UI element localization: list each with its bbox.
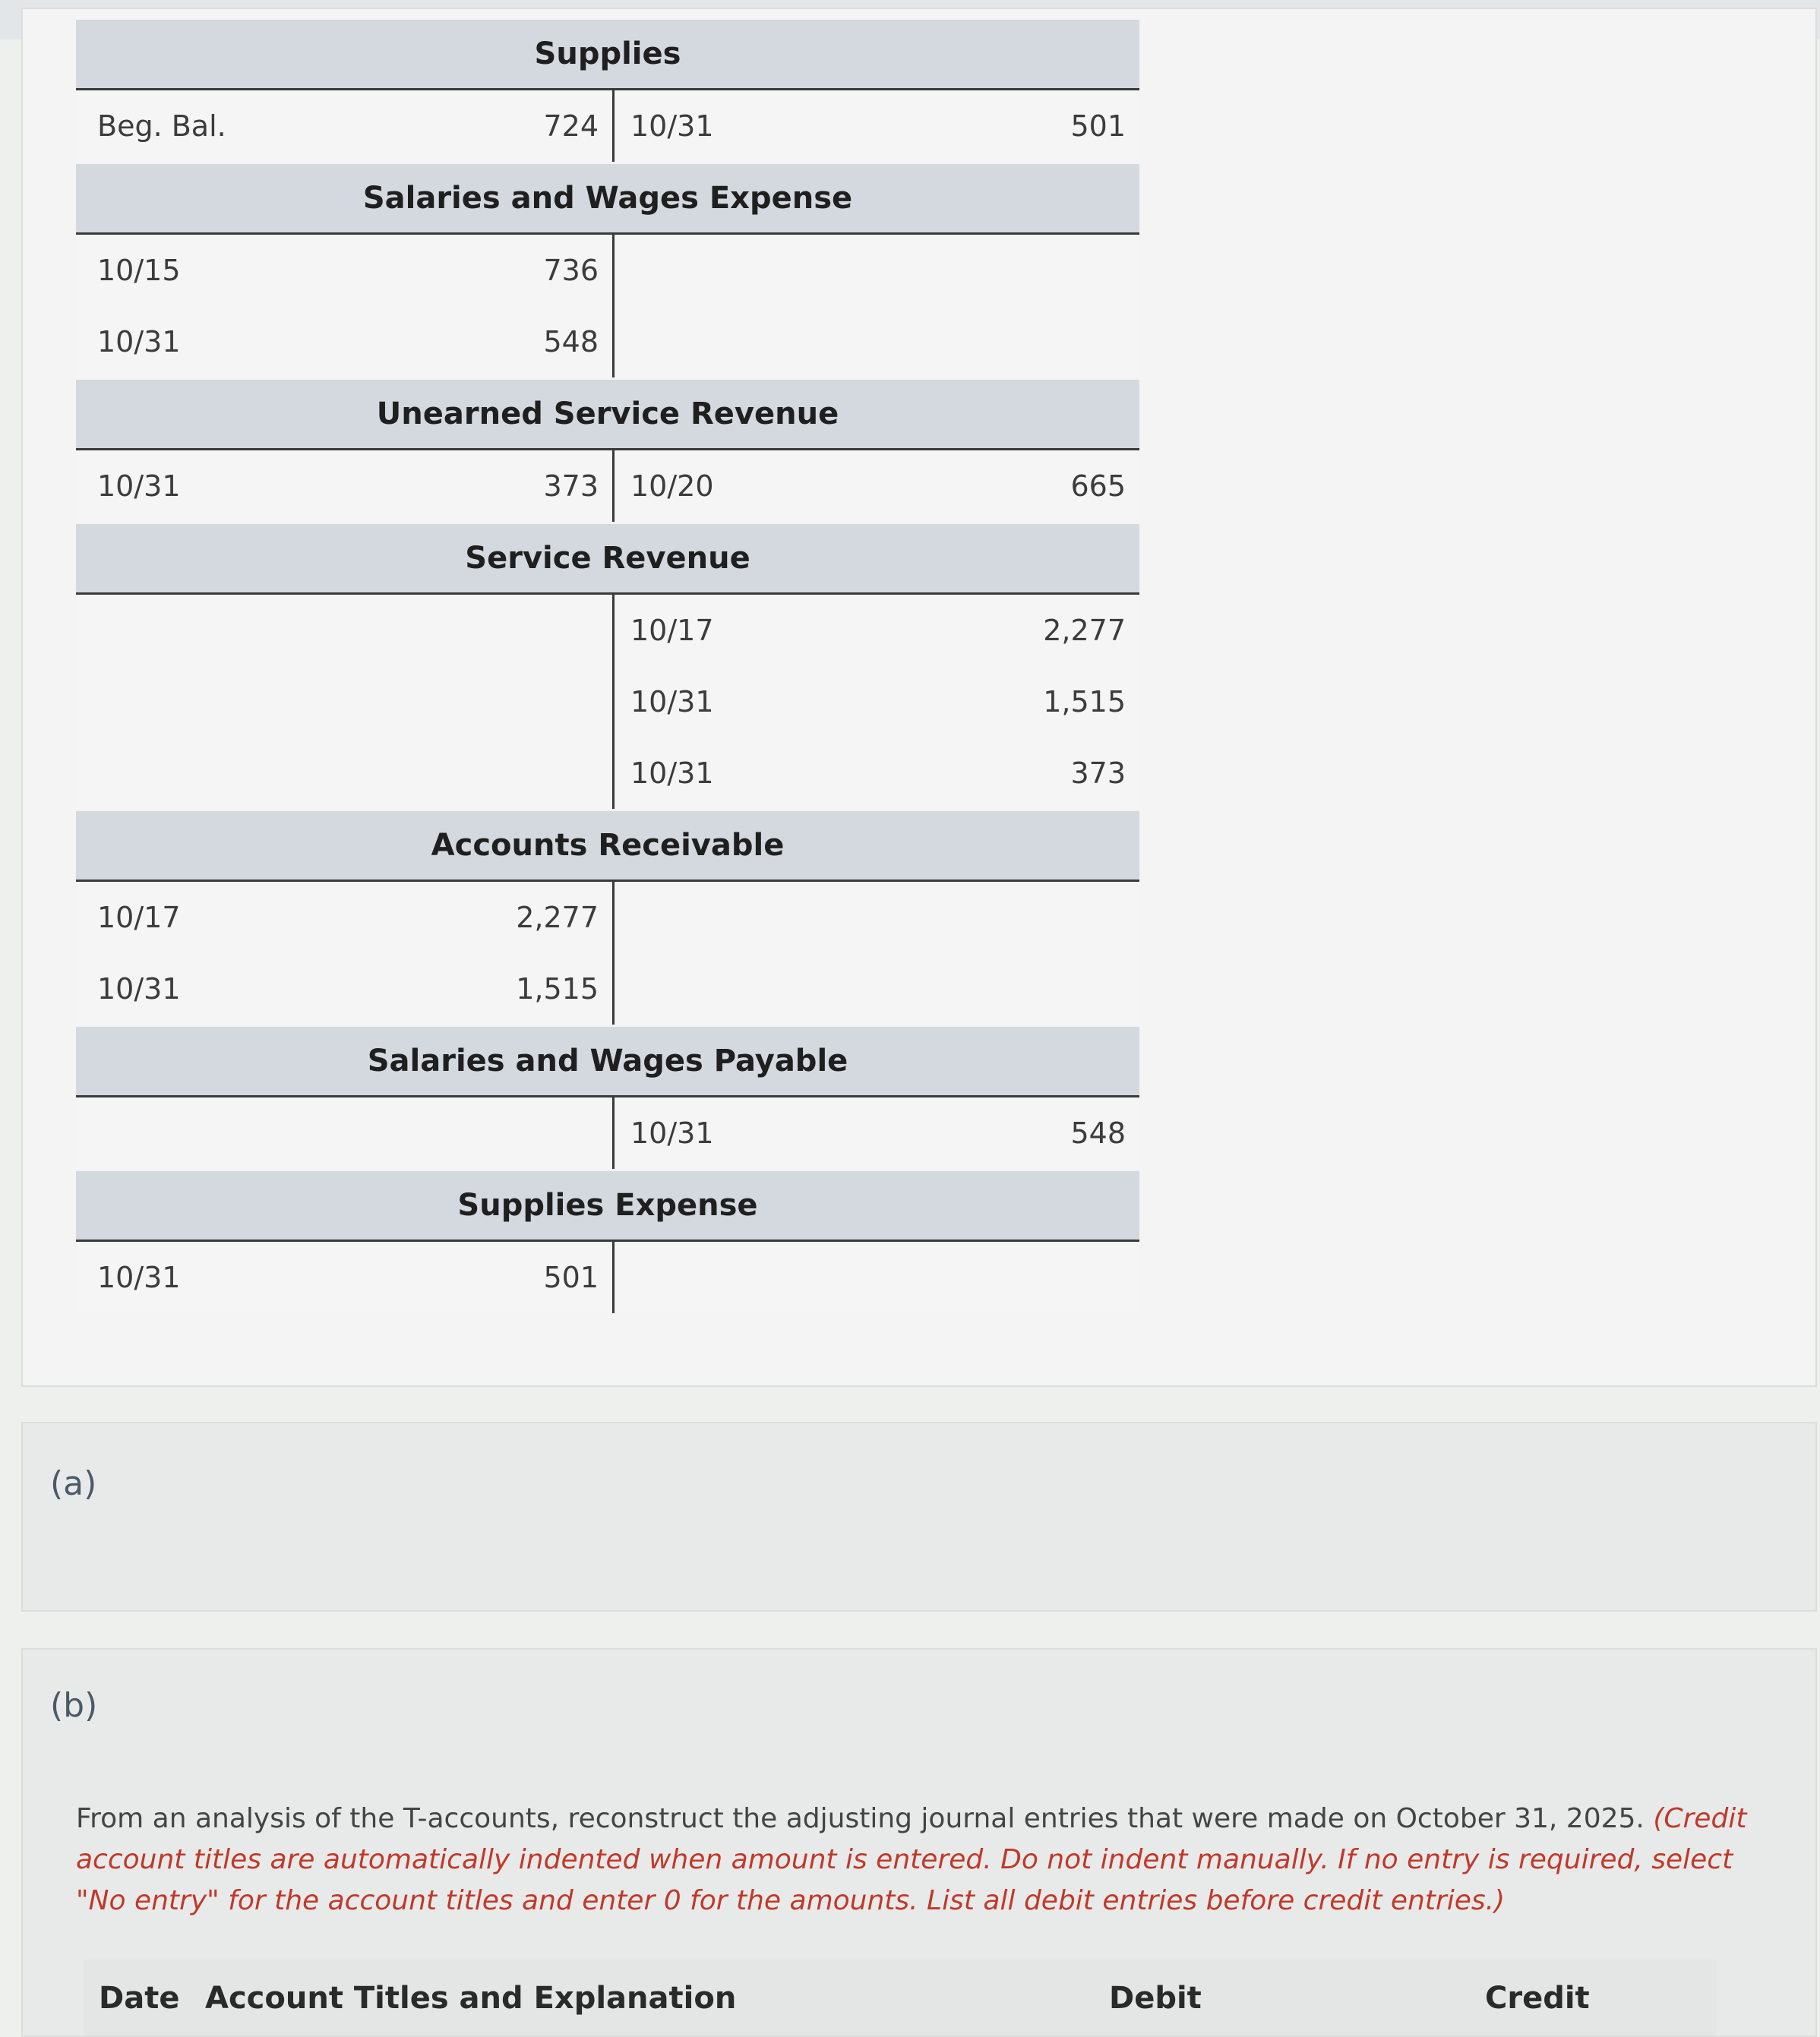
t-account-title: Unearned Service Revenue bbox=[76, 380, 1139, 450]
credit-amount: 1,515 bbox=[1043, 685, 1126, 718]
t-account bbox=[76, 1171, 1139, 1313]
t-account bbox=[76, 811, 1139, 1025]
t-account-divider bbox=[612, 450, 615, 522]
debit-amount: 548 bbox=[543, 325, 599, 358]
t-account-row bbox=[76, 953, 1139, 1025]
t-account bbox=[76, 1027, 1139, 1169]
t-account-divider bbox=[612, 90, 615, 162]
credit-date: 10/31 bbox=[630, 109, 714, 143]
t-account-divider bbox=[612, 235, 615, 377]
t-account-row bbox=[76, 90, 1139, 162]
t-account-row bbox=[76, 235, 1139, 306]
t-account-body bbox=[76, 450, 1139, 522]
t-account-title: Salaries and Wages Expense bbox=[76, 164, 1139, 235]
t-account-row bbox=[76, 306, 1139, 377]
t-account-divider bbox=[612, 1242, 615, 1313]
t-account bbox=[76, 164, 1139, 377]
credit-amount: 665 bbox=[1070, 469, 1126, 503]
debit-date: Beg. Bal. bbox=[97, 109, 226, 143]
t-account-divider bbox=[612, 1097, 615, 1169]
t-account-row bbox=[76, 666, 1139, 737]
credit-date: 10/31 bbox=[630, 756, 714, 790]
debit-date: 10/31 bbox=[97, 469, 181, 503]
credit-amount: 373 bbox=[1070, 756, 1126, 790]
t-account-body bbox=[76, 1097, 1139, 1169]
t-account-body bbox=[76, 595, 1139, 809]
t-account-row bbox=[76, 737, 1139, 809]
instruction-text: From an analysis of the T-accounts, reconstruct the adjusting journal entries that were made on October 31, 2025. bbox=[76, 1803, 1645, 1834]
credit-date: 10/17 bbox=[630, 614, 714, 647]
t-account-title: Service Revenue bbox=[76, 524, 1139, 595]
debit-amount: 373 bbox=[543, 469, 599, 503]
t-account-row bbox=[76, 1242, 1139, 1313]
t-account-row bbox=[76, 882, 1139, 953]
credit-date: 10/31 bbox=[630, 685, 714, 718]
credit-date: 10/31 bbox=[630, 1116, 714, 1150]
part-a-section bbox=[21, 1422, 1817, 1612]
debit-amount: 1,515 bbox=[516, 972, 599, 1006]
credit-date: 10/20 bbox=[630, 469, 714, 503]
t-account-body bbox=[76, 235, 1139, 377]
date-column-header: Date bbox=[99, 1981, 180, 2016]
debit-date: 10/31 bbox=[97, 325, 181, 358]
t-account-body bbox=[76, 1242, 1139, 1313]
t-account bbox=[76, 380, 1139, 522]
t-account-row bbox=[76, 1097, 1139, 1169]
t-account bbox=[76, 524, 1139, 809]
t-account-row bbox=[76, 595, 1139, 666]
t-account-title: Supplies Expense bbox=[76, 1171, 1139, 1242]
t-account-row bbox=[76, 450, 1139, 522]
t-account-divider bbox=[612, 595, 615, 809]
t-account bbox=[76, 20, 1139, 162]
part-a-label: (a) bbox=[50, 1464, 97, 1503]
credit-amount: 548 bbox=[1070, 1116, 1126, 1150]
account-column-header: Account Titles and Explanation bbox=[205, 1981, 737, 2016]
credit-amount: 2,277 bbox=[1043, 614, 1126, 647]
part-b-label: (b) bbox=[50, 1686, 98, 1725]
debit-date: 10/17 bbox=[97, 901, 181, 934]
instructions bbox=[76, 1799, 1762, 1922]
t-account-body bbox=[76, 90, 1139, 162]
debit-date: 10/15 bbox=[97, 254, 181, 287]
journal-header-row bbox=[84, 1960, 1717, 2035]
debit-amount: 501 bbox=[543, 1261, 599, 1294]
credit-amount: 501 bbox=[1070, 109, 1126, 143]
t-account-body bbox=[76, 882, 1139, 1025]
debit-amount: 2,277 bbox=[516, 901, 599, 934]
debit-date: 10/31 bbox=[97, 1261, 181, 1294]
debit-date: 10/31 bbox=[97, 972, 181, 1006]
t-accounts-panel bbox=[21, 8, 1817, 1387]
debit-column-header: Debit bbox=[1109, 1981, 1202, 2016]
debit-amount: 724 bbox=[543, 109, 599, 143]
t-account-divider bbox=[612, 882, 615, 1025]
t-account-title: Accounts Receivable bbox=[76, 811, 1139, 882]
t-account-title: Salaries and Wages Payable bbox=[76, 1027, 1139, 1097]
credit-column-header: Credit bbox=[1485, 1981, 1590, 2016]
t-account-title: Supplies bbox=[76, 20, 1139, 90]
debit-amount: 736 bbox=[543, 254, 599, 287]
instruction-note: (Credit account titles are automatically indented when amount is entered. Do not indent manually. If no entry is required, select "No entry" for the account titles and enter 0 for the amounts. List all debit entries before credit entries.) bbox=[76, 1803, 1747, 1916]
